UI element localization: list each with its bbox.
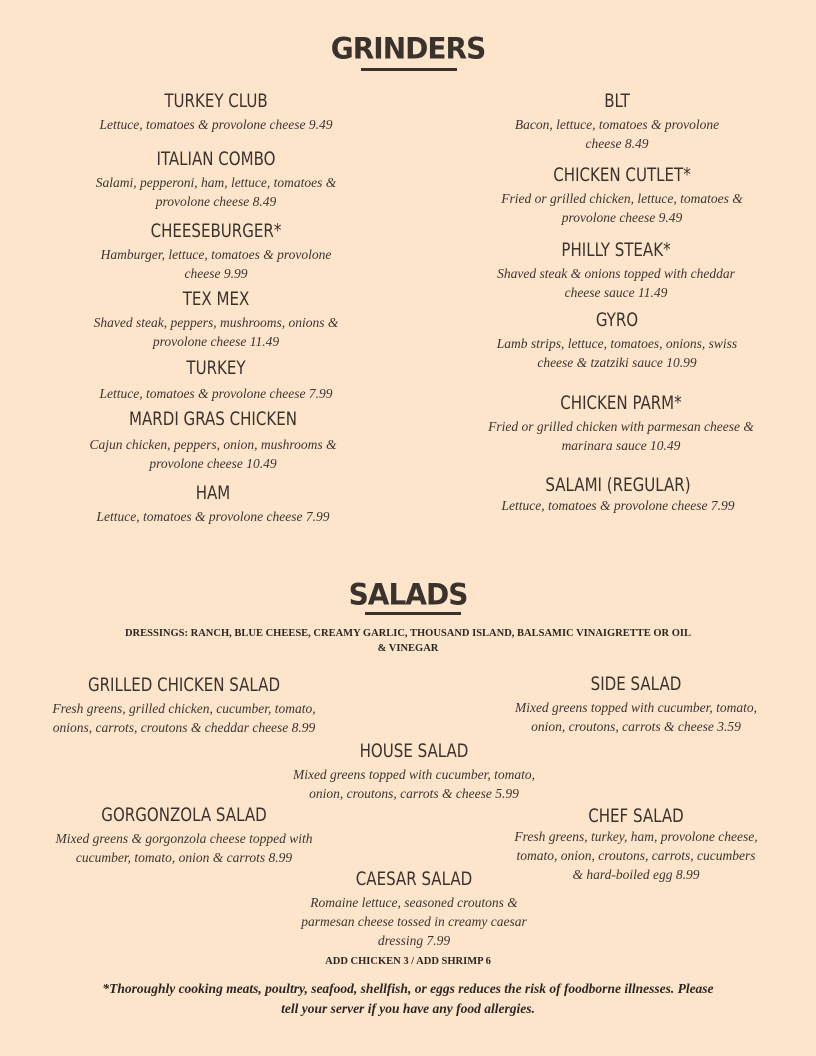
item-description: Fried or grilled chicken with parmesan cheese & marinara sauce 10.49	[488, 419, 754, 453]
item-description: Mixed greens topped with cucumber, tomato, onion, croutons, carrots & cheese 3.59	[514, 700, 758, 734]
salad-addons: ADD CHICKEN 3 / ADD SHRIMP 6	[325, 956, 491, 967]
item-description: Fresh greens, grilled chicken, cucumber, tomato, onions, carrots, croutons & cheddar cheese 8.99	[52, 701, 316, 735]
menu-item-salami-regular	[482, 474, 754, 515]
grinders-heading: GRINDERS	[330, 31, 486, 66]
menu-item-house-salad	[276, 740, 552, 803]
menu-item-italian-combo	[92, 148, 340, 211]
item-description: Mixed greens topped with cucumber, tomato, onion, croutons, carrots & cheese 5.99	[292, 767, 536, 801]
menu-item-cheeseburger	[82, 220, 350, 283]
item-description: Lettuce, tomatoes & provolone cheese 7.99	[96, 509, 330, 524]
menu-item-side-salad	[506, 673, 766, 736]
item-name: TURKEY CLUB	[164, 90, 268, 112]
item-description: Lettuce, tomatoes & provolone cheese 9.49	[99, 117, 333, 132]
menu-item-grilled-chicken-salad	[50, 674, 318, 737]
menu-item-gorgonzola-salad	[48, 804, 320, 867]
salads-heading: SALADS	[348, 577, 468, 612]
item-name: HAM	[195, 482, 231, 504]
item-description: Salami, pepperoni, ham, lettuce, tomatoes & provolone cheese 8.49	[95, 175, 337, 209]
menu-item-caesar-salad	[284, 868, 544, 950]
item-name: SALAMI (REGULAR)	[545, 474, 691, 496]
item-description: Mixed greens & gorgonzola cheese topped with cucumber, tomato, onion & carrots 8.99	[55, 831, 313, 865]
item-description: Shaved steak, peppers, mushrooms, onions & provolone cheese 11.49	[93, 315, 339, 349]
menu-item-gyro	[484, 309, 750, 372]
item-name: TEX MEX	[182, 288, 250, 310]
item-name: TURKEY	[186, 357, 246, 379]
menu-item-chicken-parm	[482, 392, 760, 455]
menu-item-ham	[82, 482, 344, 526]
item-name: HOUSE SALAD	[359, 740, 469, 762]
item-description: Cajun chicken, peppers, onion, mushrooms & provolone cheese 10.49	[89, 437, 337, 471]
item-name: GYRO	[595, 309, 639, 331]
menu-item-mardi-gras-chicken	[82, 408, 344, 473]
item-name: CHICKEN CUTLET*	[553, 164, 691, 186]
item-name: CHEESEBURGER*	[150, 220, 282, 242]
menu-item-turkey	[82, 357, 350, 403]
grinders-underline	[361, 68, 457, 71]
item-description: Lettuce, tomatoes & provolone cheese 7.99	[99, 386, 333, 401]
menu-item-chicken-cutlet	[490, 164, 754, 227]
menu-item-tex-mex	[82, 288, 350, 351]
item-description: Bacon, lettuce, tomatoes & provolone cheese 8.49	[514, 117, 720, 151]
menu-item-philly-steak	[482, 239, 750, 302]
item-name: GRILLED CHICKEN SALAD	[87, 674, 281, 696]
menu-item-chef-salad	[510, 805, 762, 884]
item-description: Hamburger, lettuce, tomatoes & provolone cheese 9.99	[100, 247, 332, 281]
dressings-list: DRESSINGS: RANCH, BLUE CHEESE, CREAMY GARLIC, THOUSAND ISLAND, BALSAMIC VINAIGRETTE OR OIL & VINEGAR	[124, 628, 692, 654]
item-description: Fresh greens, turkey, ham, provolone cheese, tomato, onion, croutons, carrots, cucumbers & hard-boiled egg 8.99	[514, 829, 758, 882]
item-description: Shaved steak & onions topped with cheddar cheese sauce 11.49	[497, 266, 735, 300]
menu-item-blt	[496, 90, 738, 153]
item-name: CHEF SALAD	[588, 805, 684, 827]
menu-item-turkey-club	[82, 90, 350, 134]
item-name: MARDI GRAS CHICKEN	[129, 408, 297, 430]
item-name: BLT	[604, 90, 630, 112]
item-description: Romaine lettuce, seasoned croutons & parmesan cheese tossed in creamy caesar dressing 7.99	[301, 895, 527, 948]
item-name: SIDE SALAD	[590, 673, 682, 695]
item-name: CAESAR SALAD	[355, 868, 473, 890]
item-name: ITALIAN COMBO	[156, 148, 276, 170]
item-name: CHICKEN PARM*	[560, 392, 682, 414]
item-description: Lamb strips, lettuce, tomatoes, onions, swiss cheese & tzatziki sauce 10.99	[496, 336, 738, 370]
food-safety-disclaimer: *Thoroughly cooking meats, poultry, seafood, shellfish, or eggs reduces the risk of foodborne illnesses. Please tell your server if you have any food allergies.	[102, 981, 714, 1016]
salads-underline	[365, 612, 461, 615]
item-name: PHILLY STEAK*	[561, 239, 671, 261]
item-description: Fried or grilled chicken, lettuce, tomatoes & provolone cheese 9.49	[501, 191, 743, 225]
item-name: GORGONZOLA SALAD	[101, 804, 267, 826]
item-description: Lettuce, tomatoes & provolone cheese 7.99	[501, 498, 735, 513]
